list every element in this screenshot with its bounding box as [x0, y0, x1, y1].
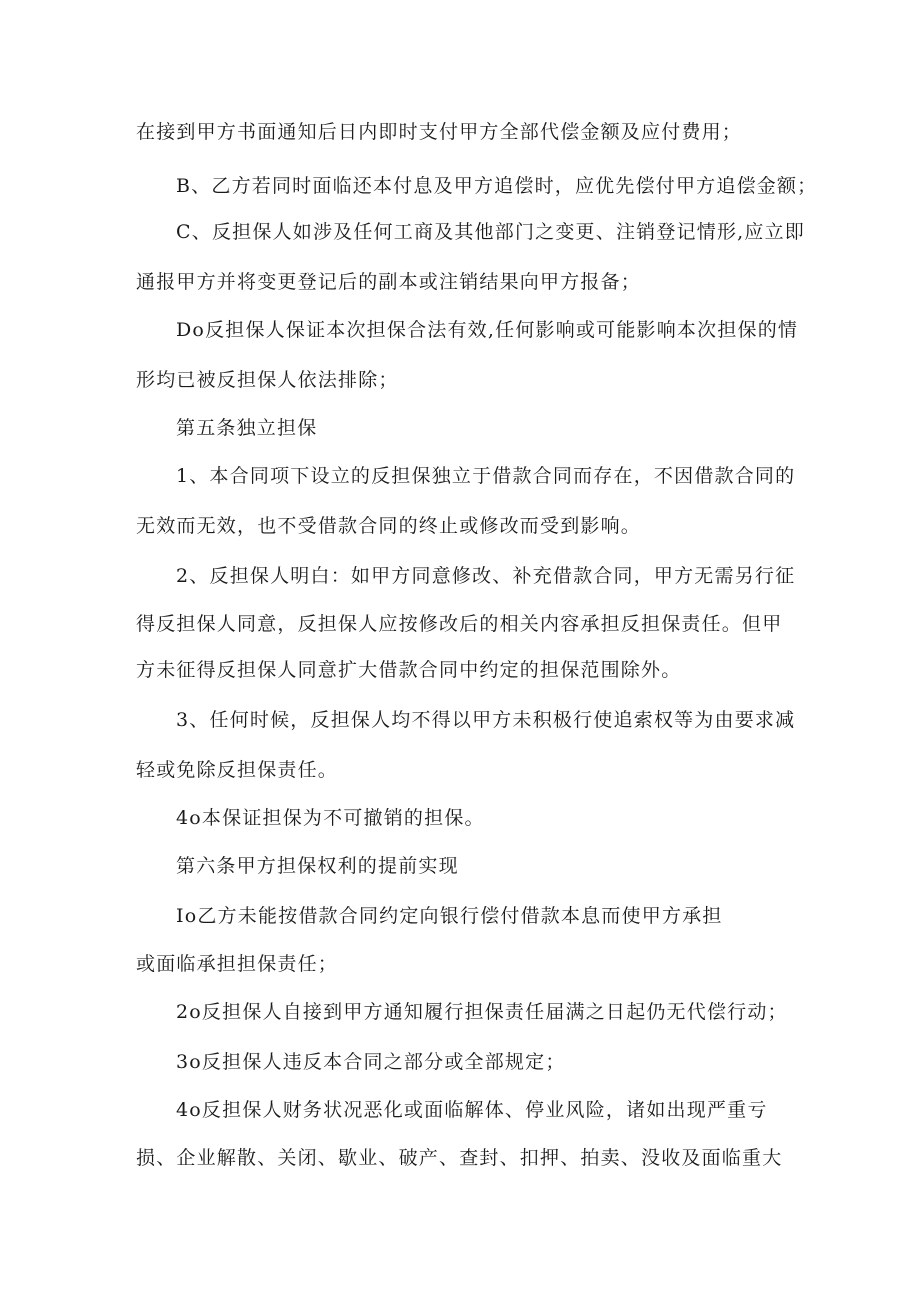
- section-heading: 第五条独立担保: [176, 417, 318, 439]
- text-line: 在接到甲方书面通知后日内即时支付甲方全部代偿金额及应付费用；: [136, 121, 743, 143]
- text-line: 4o反担保人财务状况恶化或面临解体、停业风险，诸如出现严重亏: [176, 1099, 768, 1121]
- text-line: 或面临承担担保责任；: [136, 953, 339, 975]
- text-line: 形均已被反担保人依法排除；: [136, 369, 399, 391]
- text-line: 2、反担保人明白：如甲方同意修改、补充借款合同，甲方无需另行征: [176, 565, 796, 587]
- text-line: C、反担保人如涉及任何工商及其他部门之变更、注销登记情形,应立即: [176, 221, 805, 243]
- text-line: B、乙方若同时面临还本付息及甲方追偿时，应优先偿付甲方追偿金额；: [176, 175, 818, 197]
- text-line: 1、本合同项下设立的反担保独立于借款合同而存在，不因借款合同的: [176, 465, 796, 487]
- text-line: 无效而无效，也不受借款合同的终止或修改而受到影响。: [136, 515, 642, 537]
- text-line: 3o反担保人违反本合同之部分或全部规定；: [176, 1051, 566, 1073]
- text-line: 通报甲方并将变更登记后的副本或注销结果向甲方报备；: [136, 271, 642, 293]
- text-line: 方未征得反担保人同意扩大借款合同中约定的担保范围除外。: [136, 659, 682, 681]
- text-line: 4o本保证担保为不可撤销的担保。: [176, 807, 485, 829]
- text-line: 轻或免除反担保责任。: [136, 759, 339, 781]
- text-line: 得反担保人同意，反担保人应按修改后的相关内容承担反担保责任。但甲: [136, 613, 783, 635]
- text-line: 2o反担保人自接到甲方通知履行担保责任届满之日起仍无代偿行动；: [176, 1001, 788, 1023]
- section-heading: 第六条甲方担保权利的提前实现: [176, 855, 459, 877]
- text-line: Io乙方未能按借款合同约定向银行偿付借款本息而使甲方承担: [176, 905, 723, 927]
- text-line: 3、任何时候，反担保人均不得以甲方未积极行使追索权等为由要求减: [176, 709, 796, 731]
- text-line: Do反担保人保证本次担保合法有效,任何影响或可能影响本次担保的情: [176, 319, 799, 341]
- text-line: 损、企业解散、关闭、歇业、破产、查封、扣押、拍卖、没收及面临重大: [136, 1147, 783, 1169]
